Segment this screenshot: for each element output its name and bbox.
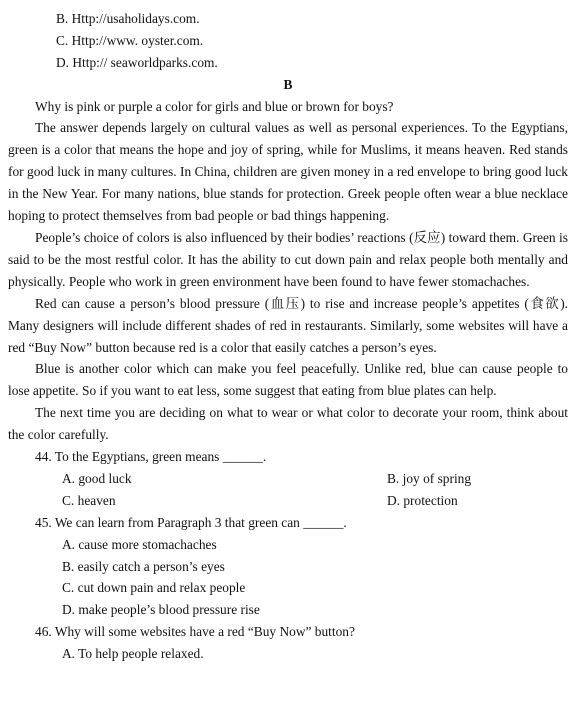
option-c-url: C. Http://www. oyster.com. — [56, 32, 204, 48]
paragraph-red: Red can cause a person’s blood pressure (血压) to rise and increase people’s appetites (食欲). Many designers will include different shades of red in restaurants. Similarly, some websites will have a red “Buy Now” button because red is a color that easily catches a person’s eyes. — [8, 295, 568, 355]
option-d-url: D. Http:// seaworldparks.com. — [56, 54, 218, 70]
question-45-option-d: D. make people’s blood pressure rise — [62, 602, 260, 618]
option-b-url: B. Http://usaholidays.com. — [56, 11, 200, 26]
question-44-option-d: D. protection — [387, 492, 458, 508]
paragraph-blue: Blue is another color which can make you feel peacefully. Unlike red, blue can cause people to lose appetite. So if you want to eat less, some suggest that eating from blue plates can help. — [8, 361, 568, 399]
paragraph-conclusion: The next time you are deciding on what to wear or what color to decorate your room, think about the color carefully. — [8, 405, 568, 443]
question-46-stem: 46. Why will some websites have a red “Buy Now” button? — [35, 624, 355, 640]
question-44-options-row-1 — [8, 468, 568, 490]
question-46-option-a: A. To help people relaxed. — [62, 646, 204, 662]
question-44-options-row-2 — [8, 490, 568, 512]
paragraph-intro: Why is pink or purple a color for girls and blue or brown for boys? — [35, 98, 394, 114]
question-45-option-c: C. cut down pain and relax people — [62, 580, 246, 596]
question-45-option-b: B. easily catch a person’s eyes — [62, 558, 225, 574]
document-page — [8, 8, 568, 665]
question-44-option-c: C. heaven — [62, 492, 116, 508]
paragraph-cultural-values: The answer depends largely on cultural values as well as personal experiences. To the Egyptians, green is a color that means the hope and joy of spring, while for Muslims, it means heaven. Red stands for good luck in many cultures. In China, children are given money in a red envelope to bring good luck in the New Year. For many nations, blue stands for protection. Greek people often wear a blue necklace hoping to protect themselves from bad people or bad things happening. — [8, 120, 568, 224]
question-44-option-a: A. good luck — [62, 470, 132, 486]
question-44-option-b: B. joy of spring — [387, 470, 472, 486]
question-45-option-a: A. cause more stomachaches — [62, 536, 217, 552]
question-45-stem: 45. We can learn from Paragraph 3 that green can ______. — [35, 514, 347, 530]
question-44-stem: 44. To the Egyptians, green means ______. — [35, 449, 267, 465]
paragraph-body-reactions: People’s choice of colors is also influenced by their bodies’ reactions (反应) toward them. Green is said to be the most restful color. It has the ability to cut down pain and relax people both mentally and physically. People who work in green environment have been found to have fewer stomachaches. — [8, 230, 568, 289]
section-heading: B — [283, 76, 293, 92]
